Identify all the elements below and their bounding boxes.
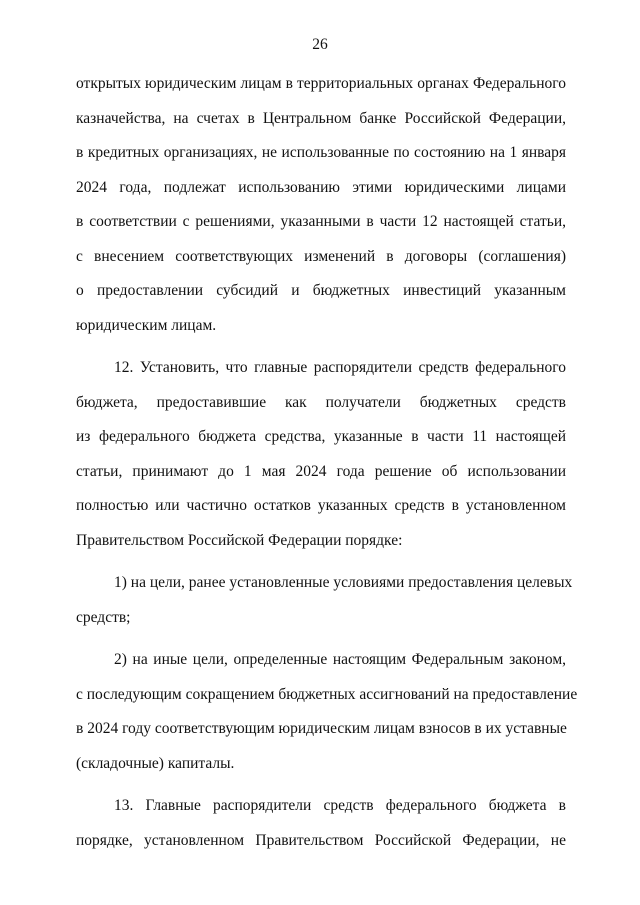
text-line: казначейства, на счетах в Центральном банке Российской Федерации, — [76, 109, 566, 127]
text-line: 12. Установить, что главные распорядители средств федерального — [114, 359, 566, 376]
text-line: статьи, принимают до 1 мая 2024 года решение об использовании — [76, 462, 566, 480]
text-line: с внесением соответствующих изменений в договоры (соглашения) — [76, 247, 566, 265]
page-number: 26 — [312, 36, 328, 53]
text-line: в соответствии с решениями, указанными в части 12 настоящей статьи, — [76, 213, 566, 230]
text-line: о предоставлении субсидий и бюджетных инвестиций указанным — [76, 282, 566, 299]
text-line: бюджета, предоставившие как получатели бюджетных средств — [76, 393, 566, 411]
paragraph-item-1 — [76, 568, 573, 637]
text-line: в кредитных организациях, не использованные по состоянию на 1 января — [76, 144, 566, 161]
paragraph-item-2 — [76, 645, 578, 783]
paragraph-continuation — [76, 69, 566, 345]
text-line: с последующим сокращением бюджетных ассигнований на предоставление — [76, 685, 578, 703]
text-line: 2) на иные цели, определенные настоящим Федеральным законом, — [114, 651, 566, 668]
text-line: из федерального бюджета средства, указанные в части 11 настоящей — [76, 428, 566, 445]
text-line: (складочные) капиталы. — [76, 754, 235, 772]
text-line: 1) на цели, ранее установленные условиями предоставления целевых — [114, 574, 573, 591]
text-line: в 2024 году соответствующим юридическим лицам взносов в их уставные — [76, 720, 567, 737]
text-line: 13. Главные распорядители средств федерального бюджета в — [114, 797, 566, 814]
text-line: открытых юридическим лицам в территориальных органах Федерального — [76, 75, 566, 92]
text-line: средств; — [76, 608, 131, 626]
document-body — [76, 69, 578, 860]
text-line: юридическим лицам. — [76, 316, 217, 334]
paragraph-12 — [76, 353, 566, 560]
text-line: порядке, установленном Правительством Российской Федерации, не — [76, 831, 566, 849]
text-line: Правительством Российской Федерации порядке: — [76, 531, 403, 549]
text-line: полностью или частично остатков указанных средств в установленном — [76, 497, 566, 514]
text-line: 2024 года, подлежат использованию этими юридическими лицами — [76, 178, 566, 196]
paragraph-13 — [76, 791, 566, 860]
